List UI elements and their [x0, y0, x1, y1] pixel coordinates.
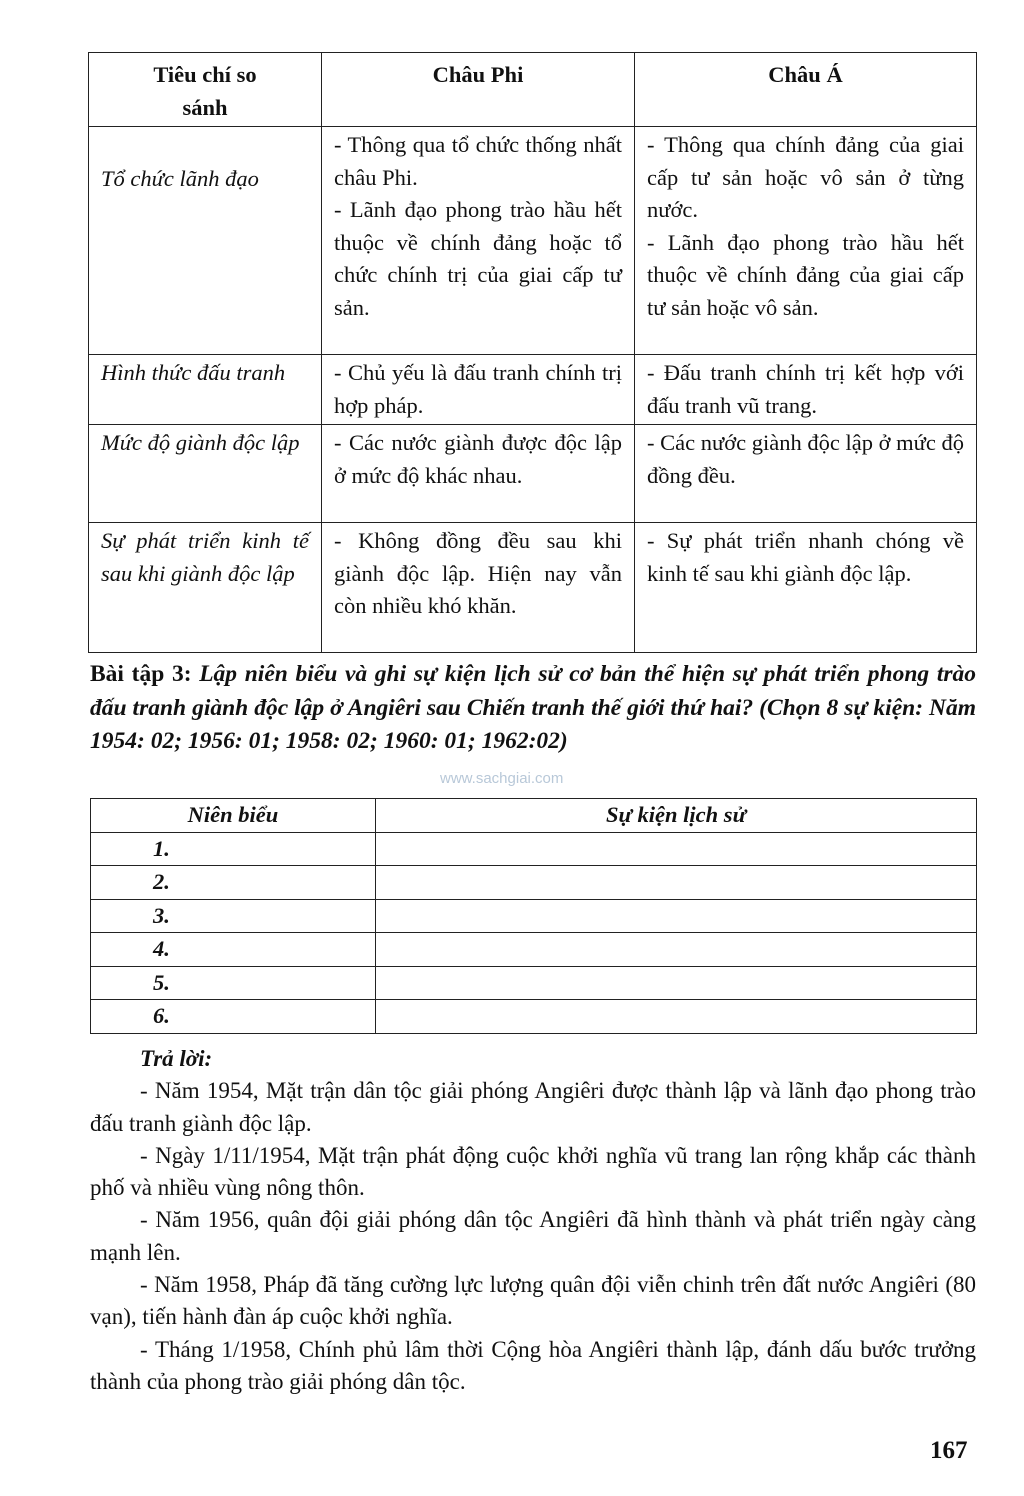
- header-event: Sự kiện lịch sử: [376, 799, 977, 833]
- row-number: 5.: [91, 966, 376, 1000]
- timeline-row: [91, 966, 977, 1000]
- table-row: [89, 425, 977, 523]
- africa-cell: - Các nước giành được độc lập ở mức độ khác nhau.: [322, 425, 635, 523]
- watermark: www.sachgiai.com: [440, 770, 564, 787]
- answer-paragraph: - Tháng 1/1958, Chính phủ lâm thời Cộng hòa Angiêri thành lập, đánh dấu bước trưởng thành của phong trào giải phóng dân tộc.: [90, 1336, 976, 1394]
- criterion-cell: Tổ chức lãnh đạo: [89, 127, 322, 355]
- event-cell: [376, 899, 977, 933]
- answer-paragraph: - Ngày 1/11/1954, Mặt trận phát động cuộc khởi nghĩa vũ trang lan rộng khắp các thành phố và nhiều vùng nông thôn.: [90, 1142, 976, 1201]
- table-row: [89, 523, 977, 653]
- criterion-cell: Hình thức đấu tranh: [89, 355, 322, 425]
- timeline-row: [91, 899, 977, 933]
- cell-line: - Thông qua chính đảng của giai cấp tư sản hoặc vô sản ở từng nước.: [647, 132, 964, 222]
- table-row: [89, 127, 977, 355]
- timeline-row: [91, 866, 977, 900]
- answer-heading: Trả lời:: [140, 1046, 213, 1071]
- asia-cell: - Đấu tranh chính trị kết hợp với đấu tranh vũ trang.: [635, 355, 977, 425]
- timeline-row: [91, 933, 977, 967]
- exercise-prompt: [90, 658, 976, 759]
- africa-cell: [322, 127, 635, 355]
- event-cell: [376, 933, 977, 967]
- event-cell: [376, 966, 977, 1000]
- event-cell: [376, 866, 977, 900]
- answer-paragraph: - Năm 1958, Pháp đã tăng cường lực lượng quân đội viễn chinh trên đất nước Angiêri (80 vạn), tiến hành đàn áp cuộc khởi nghĩa.: [90, 1272, 976, 1330]
- timeline-row: [91, 1000, 977, 1034]
- criterion-cell: Mức độ giành độc lập: [89, 425, 322, 523]
- table-row: [89, 355, 977, 425]
- africa-cell: - Chủ yếu là đấu tranh chính trị hợp pháp.: [322, 355, 635, 425]
- exercise-label: Bài tập 3:: [90, 661, 192, 687]
- event-cell: [376, 832, 977, 866]
- row-number: 2.: [91, 866, 376, 900]
- row-number: 1.: [91, 832, 376, 866]
- header-africa: Châu Phi: [322, 53, 635, 127]
- cell-line: - Thông qua tổ chức thống nhất châu Phi.: [334, 132, 622, 190]
- africa-cell: - Không đồng đều sau khi giành độc lập. Hiện nay vẫn còn nhiều khó khăn.: [322, 523, 635, 653]
- row-number: 4.: [91, 933, 376, 967]
- answer-section: [90, 1043, 976, 1398]
- criterion-cell: Sự phát triển kinh tế sau khi giành độc lập: [89, 523, 322, 653]
- answer-paragraph: - Năm 1954, Mặt trận dân tộc giải phóng Angiêri được thành lập và lãnh đạo phong trào đấu tranh giành độc lập.: [90, 1078, 976, 1136]
- event-cell: [376, 1000, 977, 1034]
- exercise-text: Lập niên biểu và ghi sự kiện lịch sử cơ bản thể hiện sự phát triển phong trào đấu tranh giành độc lập ở Angiêri sau Chiến tranh thế giới thứ hai? (Chọn 8 sự kiện: Năm 1954: 02; 1956: 01; 1958: 02; 1960: 01; 1962:02): [90, 661, 976, 754]
- asia-cell: - Sự phát triển nhanh chóng về kinh tế sau khi giành độc lập.: [635, 523, 977, 653]
- header-year: Niên biểu: [91, 799, 376, 833]
- answer-paragraph: - Năm 1956, quân đội giải phóng dân tộc Angiêri đã hình thành và phát triển ngày càng mạnh lên.: [90, 1207, 976, 1265]
- header-asia: Châu Á: [635, 53, 977, 127]
- comparison-table: [88, 52, 977, 653]
- row-number: 3.: [91, 899, 376, 933]
- timeline-row: [91, 832, 977, 866]
- cell-line: - Lãnh đạo phong trào hầu hết thuộc về chính đảng của giai cấp tư sản hoặc vô sản.: [647, 229, 964, 320]
- timeline-table: [90, 798, 977, 1034]
- asia-cell: [635, 127, 977, 355]
- asia-cell: - Các nước giành độc lập ở mức độ đồng đều.: [635, 425, 977, 523]
- comparison-header-row: [89, 53, 977, 127]
- cell-line: - Lãnh đạo phong trào hầu hết thuộc về chính đảng hoặc tổ chức chính trị của giai cấp tư sản.: [334, 197, 622, 320]
- row-number: 6.: [91, 1000, 376, 1034]
- page-number: 167: [930, 1437, 968, 1464]
- timeline-header-row: [91, 799, 977, 833]
- header-criterion: Tiêu chí so sánh: [89, 53, 322, 127]
